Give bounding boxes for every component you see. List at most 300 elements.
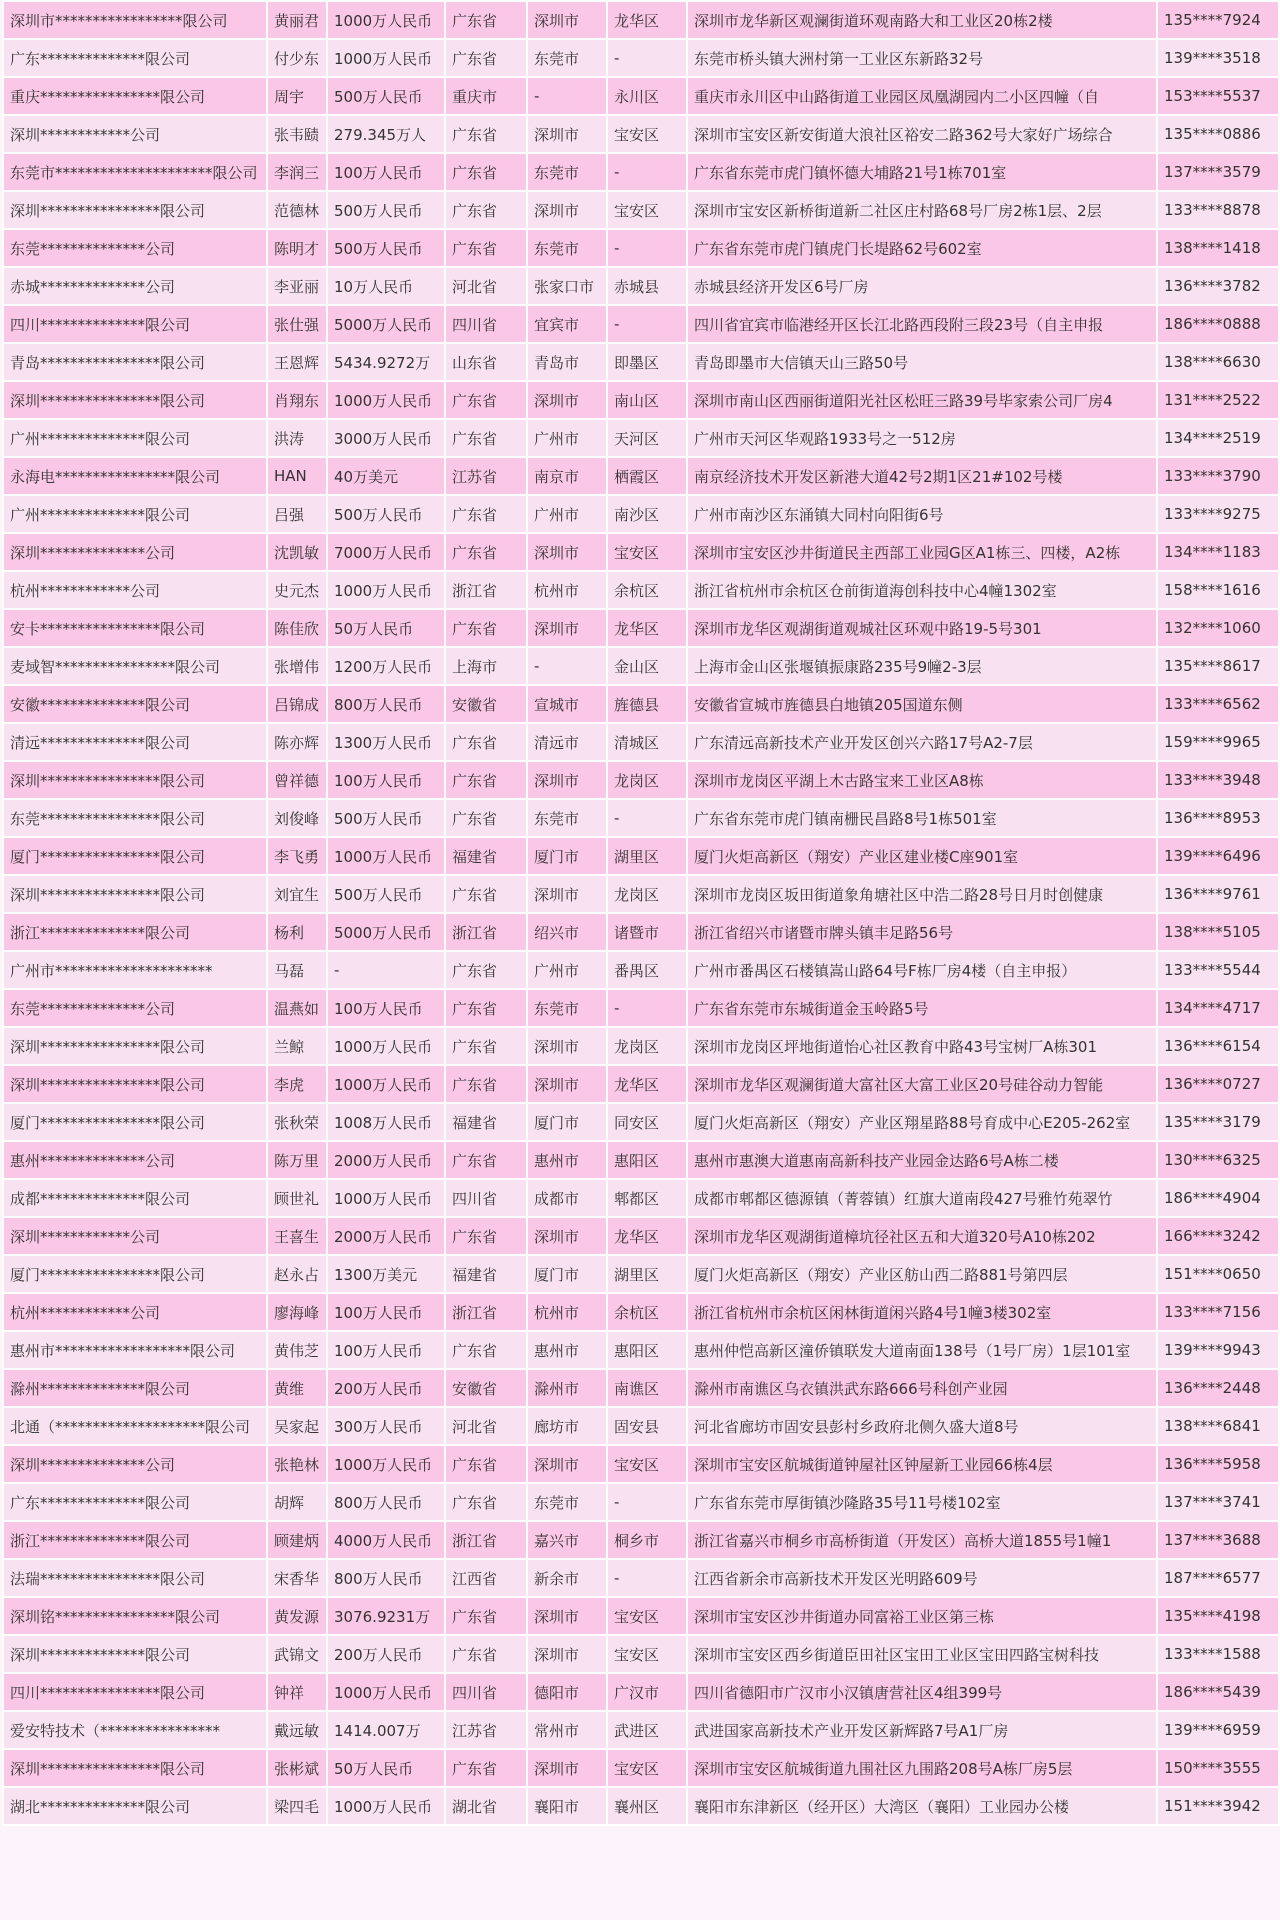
province-cell: 广东省 xyxy=(445,115,527,153)
address-cell: 深圳市宝安区航城街道钟屋社区钟屋新工业园66栋4层 xyxy=(687,1445,1157,1483)
legal-person-cell: 兰鲸 xyxy=(267,1027,327,1065)
legal-person-cell: 肖翔东 xyxy=(267,381,327,419)
legal-person-cell: 张韦赜 xyxy=(267,115,327,153)
table-row xyxy=(3,39,1279,77)
district-cell: 南山区 xyxy=(607,381,687,419)
registered-capital-cell: 3000万人民币 xyxy=(327,419,445,457)
registered-capital-cell: 1414.007万 xyxy=(327,1711,445,1749)
registered-capital-cell: 2000万人民币 xyxy=(327,1141,445,1179)
company-name-cell: 青岛****************限公司 xyxy=(3,343,267,381)
province-cell: 浙江省 xyxy=(445,571,527,609)
province-cell: 广东省 xyxy=(445,533,527,571)
legal-person-cell: 杨利 xyxy=(267,913,327,951)
legal-person-cell: 黄发源 xyxy=(267,1597,327,1635)
address-cell: 广州市番禺区石楼镇嵩山路64号F栋厂房4楼（自主申报） xyxy=(687,951,1157,989)
company-name-cell: 东莞市*********************限公司 xyxy=(3,153,267,191)
phone-cell: 134****2519 xyxy=(1157,419,1279,457)
registered-capital-cell: 200万人民币 xyxy=(327,1635,445,1673)
registered-capital-cell: 100万人民币 xyxy=(327,761,445,799)
company-name-cell: 深圳****************限公司 xyxy=(3,381,267,419)
district-cell: 栖霞区 xyxy=(607,457,687,495)
registered-capital-cell: 40万美元 xyxy=(327,457,445,495)
district-cell: - xyxy=(607,153,687,191)
district-cell: - xyxy=(607,1483,687,1521)
district-cell: 广汉市 xyxy=(607,1673,687,1711)
city-cell: 深圳市 xyxy=(527,1445,607,1483)
district-cell: 永川区 xyxy=(607,77,687,115)
registered-capital-cell: 1000万人民币 xyxy=(327,1027,445,1065)
table-row xyxy=(3,951,1279,989)
legal-person-cell: 武锦文 xyxy=(267,1635,327,1673)
legal-person-cell: 李飞勇 xyxy=(267,837,327,875)
legal-person-cell: 吕锦成 xyxy=(267,685,327,723)
legal-person-cell: 李虎 xyxy=(267,1065,327,1103)
address-cell: 浙江省杭州市余杭区仓前街道海创科技中心4幢1302室 xyxy=(687,571,1157,609)
table-row xyxy=(3,115,1279,153)
phone-cell: 158****1616 xyxy=(1157,571,1279,609)
city-cell: 德阳市 xyxy=(527,1673,607,1711)
province-cell: 四川省 xyxy=(445,305,527,343)
district-cell: 龙华区 xyxy=(607,1,687,39)
company-name-cell: 深圳**************公司 xyxy=(3,533,267,571)
city-cell: 惠州市 xyxy=(527,1331,607,1369)
district-cell: 诸暨市 xyxy=(607,913,687,951)
phone-cell: 133****7156 xyxy=(1157,1293,1279,1331)
province-cell: 广东省 xyxy=(445,989,527,1027)
address-cell: 四川省宜宾市临港经开区长江北路西段附三段23号（自主申报 xyxy=(687,305,1157,343)
phone-cell: 133****3948 xyxy=(1157,761,1279,799)
company-name-cell: 爱安特技术（**************** xyxy=(3,1711,267,1749)
legal-person-cell: 陈明才 xyxy=(267,229,327,267)
registered-capital-cell: 1000万人民币 xyxy=(327,1673,445,1711)
province-cell: 广东省 xyxy=(445,1065,527,1103)
registered-capital-cell: 279.345万人 xyxy=(327,115,445,153)
company-name-cell: 赤城**************公司 xyxy=(3,267,267,305)
table-row xyxy=(3,1445,1279,1483)
company-name-cell: 滁州**************限公司 xyxy=(3,1369,267,1407)
province-cell: 广东省 xyxy=(445,951,527,989)
city-cell: 东莞市 xyxy=(527,229,607,267)
legal-person-cell: 刘俊峰 xyxy=(267,799,327,837)
company-name-cell: 广东**************限公司 xyxy=(3,39,267,77)
registered-capital-cell: 50万人民币 xyxy=(327,1749,445,1787)
city-cell: 廊坊市 xyxy=(527,1407,607,1445)
province-cell: 重庆市 xyxy=(445,77,527,115)
district-cell: 武进区 xyxy=(607,1711,687,1749)
legal-person-cell: 吴家起 xyxy=(267,1407,327,1445)
city-cell: 广州市 xyxy=(527,419,607,457)
address-cell: 厦门火炬高新区（翔安）产业区翔星路88号育成中心E205-262室 xyxy=(687,1103,1157,1141)
company-name-cell: 厦门****************限公司 xyxy=(3,837,267,875)
district-cell: 惠阳区 xyxy=(607,1141,687,1179)
registered-capital-cell: 1000万人民币 xyxy=(327,1065,445,1103)
table-row xyxy=(3,1407,1279,1445)
company-name-cell: 惠州市******************限公司 xyxy=(3,1331,267,1369)
phone-cell: 136****2448 xyxy=(1157,1369,1279,1407)
district-cell: 宝安区 xyxy=(607,1749,687,1787)
address-cell: 襄阳市东津新区（经开区）大湾区（襄阳）工业园办公楼 xyxy=(687,1787,1157,1825)
city-cell: 深圳市 xyxy=(527,1597,607,1635)
table-row xyxy=(3,1217,1279,1255)
district-cell: 襄州区 xyxy=(607,1787,687,1825)
province-cell: 广东省 xyxy=(445,1331,527,1369)
city-cell: 深圳市 xyxy=(527,1749,607,1787)
address-cell: 深圳市龙华区观澜街道大富社区大富工业区20号硅谷动力智能 xyxy=(687,1065,1157,1103)
company-name-cell: 深圳************公司 xyxy=(3,115,267,153)
city-cell: 南京市 xyxy=(527,457,607,495)
address-cell: 广州市南沙区东涌镇大同村向阳街6号 xyxy=(687,495,1157,533)
phone-cell: 136****6154 xyxy=(1157,1027,1279,1065)
table-row xyxy=(3,1331,1279,1369)
phone-cell: 136****9761 xyxy=(1157,875,1279,913)
address-cell: 赤城县经济开发区6号厂房 xyxy=(687,267,1157,305)
legal-person-cell: 李润三 xyxy=(267,153,327,191)
district-cell: 湖里区 xyxy=(607,837,687,875)
company-name-cell: 深圳****************限公司 xyxy=(3,1027,267,1065)
phone-cell: 138****6630 xyxy=(1157,343,1279,381)
company-name-cell: 永海电****************限公司 xyxy=(3,457,267,495)
legal-person-cell: 王恩辉 xyxy=(267,343,327,381)
company-name-cell: 深圳****************限公司 xyxy=(3,1749,267,1787)
phone-cell: 133****5544 xyxy=(1157,951,1279,989)
phone-cell: 139****6959 xyxy=(1157,1711,1279,1749)
city-cell: 东莞市 xyxy=(527,1483,607,1521)
registered-capital-cell: 1000万人民币 xyxy=(327,1787,445,1825)
address-cell: 深圳市龙华新区观澜街道环观南路大和工业区20栋2楼 xyxy=(687,1,1157,39)
legal-person-cell: 陈亦辉 xyxy=(267,723,327,761)
province-cell: 浙江省 xyxy=(445,913,527,951)
district-cell: 湖里区 xyxy=(607,1255,687,1293)
registered-capital-cell: 1000万人民币 xyxy=(327,1,445,39)
registered-capital-cell: 1000万人民币 xyxy=(327,39,445,77)
province-cell: 广东省 xyxy=(445,39,527,77)
registered-capital-cell: 1000万人民币 xyxy=(327,1179,445,1217)
legal-person-cell: 付少东 xyxy=(267,39,327,77)
province-cell: 安徽省 xyxy=(445,1369,527,1407)
province-cell: 广东省 xyxy=(445,609,527,647)
table-row xyxy=(3,1179,1279,1217)
registered-capital-cell: 500万人民币 xyxy=(327,495,445,533)
district-cell: - xyxy=(607,989,687,1027)
address-cell: 武进国家高新技术产业开发区新辉路7号A1厂房 xyxy=(687,1711,1157,1749)
province-cell: 广东省 xyxy=(445,1749,527,1787)
city-cell: 广州市 xyxy=(527,495,607,533)
table-row xyxy=(3,343,1279,381)
city-cell: 广州市 xyxy=(527,951,607,989)
city-cell: 深圳市 xyxy=(527,1027,607,1065)
table-row xyxy=(3,875,1279,913)
address-cell: 深圳市龙岗区平湖上木古路宝来工业区A8栋 xyxy=(687,761,1157,799)
legal-person-cell: 黄丽君 xyxy=(267,1,327,39)
phone-cell: 186****5439 xyxy=(1157,1673,1279,1711)
district-cell: 宝安区 xyxy=(607,1597,687,1635)
registered-capital-cell: 500万人民币 xyxy=(327,875,445,913)
phone-cell: 133****6562 xyxy=(1157,685,1279,723)
province-cell: 河北省 xyxy=(445,267,527,305)
legal-person-cell: 张秋荣 xyxy=(267,1103,327,1141)
company-name-cell: 广州市********************* xyxy=(3,951,267,989)
registered-capital-cell: 4000万人民币 xyxy=(327,1521,445,1559)
table-row xyxy=(3,1293,1279,1331)
district-cell: - xyxy=(607,1559,687,1597)
address-cell: 深圳市南山区西丽街道阳光社区松旺三路39号毕家索公司厂房4 xyxy=(687,381,1157,419)
company-name-cell: 深圳铭****************限公司 xyxy=(3,1597,267,1635)
table-row xyxy=(3,77,1279,115)
company-name-cell: 深圳****************限公司 xyxy=(3,761,267,799)
city-cell: 惠州市 xyxy=(527,1141,607,1179)
district-cell: - xyxy=(607,799,687,837)
company-name-cell: 杭州************公司 xyxy=(3,1293,267,1331)
legal-person-cell: 黄伟芝 xyxy=(267,1331,327,1369)
province-cell: 广东省 xyxy=(445,1445,527,1483)
phone-cell: 186****0888 xyxy=(1157,305,1279,343)
table-row xyxy=(3,1521,1279,1559)
legal-person-cell: 马磊 xyxy=(267,951,327,989)
company-name-cell: 浙江**************限公司 xyxy=(3,1521,267,1559)
table-row xyxy=(3,647,1279,685)
address-cell: 深圳市龙华区观湖街道樟坑径社区五和大道320号A10栋202 xyxy=(687,1217,1157,1255)
city-cell: 厦门市 xyxy=(527,837,607,875)
province-cell: 江苏省 xyxy=(445,457,527,495)
address-cell: 深圳市宝安区航城街道九围社区九围路208号A栋厂房5层 xyxy=(687,1749,1157,1787)
table-row xyxy=(3,191,1279,229)
phone-cell: 133****8878 xyxy=(1157,191,1279,229)
city-cell: 宣城市 xyxy=(527,685,607,723)
city-cell: 深圳市 xyxy=(527,1,607,39)
legal-person-cell: 周宇 xyxy=(267,77,327,115)
company-name-cell: 深圳****************限公司 xyxy=(3,1065,267,1103)
address-cell: 东莞市桥头镇大洲村第一工业区东新路32号 xyxy=(687,39,1157,77)
city-cell: 常州市 xyxy=(527,1711,607,1749)
table-row xyxy=(3,913,1279,951)
province-cell: 广东省 xyxy=(445,153,527,191)
table-row xyxy=(3,457,1279,495)
city-cell: 深圳市 xyxy=(527,1217,607,1255)
phone-cell: 150****3555 xyxy=(1157,1749,1279,1787)
registered-capital-cell: 50万人民币 xyxy=(327,609,445,647)
province-cell: 河北省 xyxy=(445,1407,527,1445)
company-name-cell: 厦门****************限公司 xyxy=(3,1255,267,1293)
legal-person-cell: 张艳林 xyxy=(267,1445,327,1483)
legal-person-cell: 胡辉 xyxy=(267,1483,327,1521)
registered-capital-cell: 200万人民币 xyxy=(327,1369,445,1407)
district-cell: 清城区 xyxy=(607,723,687,761)
district-cell: 桐乡市 xyxy=(607,1521,687,1559)
company-name-cell: 广州**************限公司 xyxy=(3,419,267,457)
company-name-cell: 深圳**************公司 xyxy=(3,1445,267,1483)
company-name-cell: 麦域智****************限公司 xyxy=(3,647,267,685)
city-cell: 宜宾市 xyxy=(527,305,607,343)
district-cell: 龙华区 xyxy=(607,609,687,647)
address-cell: 深圳市宝安区西乡街道臣田社区宝田工业区宝田四路宝树科技 xyxy=(687,1635,1157,1673)
address-cell: 浙江省绍兴市诸暨市牌头镇丰足路56号 xyxy=(687,913,1157,951)
province-cell: 广东省 xyxy=(445,1635,527,1673)
legal-person-cell: 宋香华 xyxy=(267,1559,327,1597)
district-cell: 宝安区 xyxy=(607,533,687,571)
registered-capital-cell: 100万人民币 xyxy=(327,1293,445,1331)
province-cell: 广东省 xyxy=(445,1141,527,1179)
district-cell: 南谯区 xyxy=(607,1369,687,1407)
table-row xyxy=(3,153,1279,191)
phone-cell: 135****8617 xyxy=(1157,647,1279,685)
phone-cell: 136****3782 xyxy=(1157,267,1279,305)
company-name-cell: 杭州************公司 xyxy=(3,571,267,609)
address-cell: 深圳市龙岗区坂田街道象角塘社区中浩二路28号日月时创健康 xyxy=(687,875,1157,913)
company-name-cell: 北通（********************限公司 xyxy=(3,1407,267,1445)
company-name-cell: 东莞**************公司 xyxy=(3,989,267,1027)
phone-cell: 137****3741 xyxy=(1157,1483,1279,1521)
table-row xyxy=(3,1787,1279,1825)
phone-cell: 153****5537 xyxy=(1157,77,1279,115)
table-row xyxy=(3,229,1279,267)
district-cell: 郫都区 xyxy=(607,1179,687,1217)
city-cell: 深圳市 xyxy=(527,761,607,799)
table-row xyxy=(3,495,1279,533)
phone-cell: 135****4198 xyxy=(1157,1597,1279,1635)
phone-cell: 187****6577 xyxy=(1157,1559,1279,1597)
registered-capital-cell: 500万人民币 xyxy=(327,799,445,837)
company-name-cell: 浙江**************限公司 xyxy=(3,913,267,951)
province-cell: 广东省 xyxy=(445,723,527,761)
province-cell: 安徽省 xyxy=(445,685,527,723)
city-cell: - xyxy=(527,647,607,685)
table-row xyxy=(3,267,1279,305)
registered-capital-cell: 1300万人民币 xyxy=(327,723,445,761)
table-row xyxy=(3,1065,1279,1103)
legal-person-cell: 顾建炳 xyxy=(267,1521,327,1559)
address-cell: 滁州市南谯区乌衣镇洪武东路666号科创产业园 xyxy=(687,1369,1157,1407)
legal-person-cell: 廖海峰 xyxy=(267,1293,327,1331)
table-row xyxy=(3,1749,1279,1787)
address-cell: 深圳市宝安区沙井街道民主西部工业园G区A1栋三、四楼，A2栋 xyxy=(687,533,1157,571)
phone-cell: 136****0727 xyxy=(1157,1065,1279,1103)
province-cell: 福建省 xyxy=(445,837,527,875)
table-row xyxy=(3,609,1279,647)
address-cell: 浙江省杭州市余杭区闲林街道闲兴路4号1幢3楼302室 xyxy=(687,1293,1157,1331)
legal-person-cell: 陈佳欣 xyxy=(267,609,327,647)
city-cell: 新余市 xyxy=(527,1559,607,1597)
city-cell: 深圳市 xyxy=(527,875,607,913)
company-name-cell: 四川**************限公司 xyxy=(3,305,267,343)
district-cell: 宝安区 xyxy=(607,1635,687,1673)
address-cell: 广东省东莞市虎门镇怀德大埔路21号1栋701室 xyxy=(687,153,1157,191)
phone-cell: 137****3688 xyxy=(1157,1521,1279,1559)
address-cell: 广东省东莞市虎门镇虎门长堤路62号602室 xyxy=(687,229,1157,267)
city-cell: 成都市 xyxy=(527,1179,607,1217)
table-row xyxy=(3,799,1279,837)
company-name-cell: 厦门****************限公司 xyxy=(3,1103,267,1141)
legal-person-cell: 张仕强 xyxy=(267,305,327,343)
province-cell: 广东省 xyxy=(445,495,527,533)
address-cell: 深圳市宝安区沙井街道办同富裕工业区第三栋 xyxy=(687,1597,1157,1635)
company-name-cell: 惠州**************公司 xyxy=(3,1141,267,1179)
registered-capital-cell: 7000万人民币 xyxy=(327,533,445,571)
address-cell: 广东省东莞市东城街道金玉岭路5号 xyxy=(687,989,1157,1027)
company-name-cell: 安卡****************限公司 xyxy=(3,609,267,647)
company-name-cell: 广东**************限公司 xyxy=(3,1483,267,1521)
address-cell: 广东省东莞市厚街镇沙隆路35号11号楼102室 xyxy=(687,1483,1157,1521)
district-cell: - xyxy=(607,305,687,343)
address-cell: 深圳市宝安区新桥街道新二社区庄村路68号厂房2栋1层、2层 xyxy=(687,191,1157,229)
registered-capital-cell: 100万人民币 xyxy=(327,989,445,1027)
address-cell: 安徽省宣城市旌德县白地镇205国道东侧 xyxy=(687,685,1157,723)
city-cell: 绍兴市 xyxy=(527,913,607,951)
district-cell: 龙岗区 xyxy=(607,761,687,799)
table-row xyxy=(3,381,1279,419)
address-cell: 厦门火炬高新区（翔安）产业区舫山西二路881号第四层 xyxy=(687,1255,1157,1293)
district-cell: 宝安区 xyxy=(607,1445,687,1483)
legal-person-cell: 曾祥德 xyxy=(267,761,327,799)
city-cell: 张家口市 xyxy=(527,267,607,305)
province-cell: 广东省 xyxy=(445,381,527,419)
address-cell: 广东省东莞市虎门镇南栅民昌路8号1栋501室 xyxy=(687,799,1157,837)
district-cell: 同安区 xyxy=(607,1103,687,1141)
registered-capital-cell: 800万人民币 xyxy=(327,685,445,723)
registered-capital-cell: 10万人民币 xyxy=(327,267,445,305)
table-row xyxy=(3,1597,1279,1635)
district-cell: 旌德县 xyxy=(607,685,687,723)
company-name-cell: 深圳****************限公司 xyxy=(3,875,267,913)
registered-capital-cell: 1000万人民币 xyxy=(327,1445,445,1483)
table-row xyxy=(3,989,1279,1027)
company-name-cell: 法瑞****************限公司 xyxy=(3,1559,267,1597)
phone-cell: 135****3179 xyxy=(1157,1103,1279,1141)
table-row xyxy=(3,1483,1279,1521)
phone-cell: 137****3579 xyxy=(1157,153,1279,191)
district-cell: 龙岗区 xyxy=(607,875,687,913)
city-cell: 滁州市 xyxy=(527,1369,607,1407)
legal-person-cell: 陈万里 xyxy=(267,1141,327,1179)
district-cell: 南沙区 xyxy=(607,495,687,533)
city-cell: 青岛市 xyxy=(527,343,607,381)
registered-capital-cell: 5000万人民币 xyxy=(327,305,445,343)
district-cell: 宝安区 xyxy=(607,115,687,153)
legal-person-cell: 李亚丽 xyxy=(267,267,327,305)
phone-cell: 139****3518 xyxy=(1157,39,1279,77)
table-row xyxy=(3,837,1279,875)
address-cell: 南京经济技术开发区新港大道42号2期1区21#102号楼 xyxy=(687,457,1157,495)
company-name-cell: 安徽**************限公司 xyxy=(3,685,267,723)
legal-person-cell: 范德林 xyxy=(267,191,327,229)
city-cell: 深圳市 xyxy=(527,609,607,647)
table-row xyxy=(3,419,1279,457)
registered-capital-cell: 500万人民币 xyxy=(327,191,445,229)
company-table xyxy=(2,0,1280,1826)
phone-cell: 130****6325 xyxy=(1157,1141,1279,1179)
district-cell: 即墨区 xyxy=(607,343,687,381)
province-cell: 江西省 xyxy=(445,1559,527,1597)
city-cell: 杭州市 xyxy=(527,1293,607,1331)
legal-person-cell: HAN xyxy=(267,457,327,495)
district-cell: 龙岗区 xyxy=(607,1027,687,1065)
legal-person-cell: 梁四毛 xyxy=(267,1787,327,1825)
province-cell: 湖北省 xyxy=(445,1787,527,1825)
legal-person-cell: 史元杰 xyxy=(267,571,327,609)
province-cell: 广东省 xyxy=(445,1217,527,1255)
address-cell: 深圳市宝安区新安街道大浪社区裕安二路362号大家好广场综合 xyxy=(687,115,1157,153)
phone-cell: 136****5958 xyxy=(1157,1445,1279,1483)
address-cell: 成都市郫都区德源镇（菁蓉镇）红旗大道南段427号雅竹苑翠竹 xyxy=(687,1179,1157,1217)
registered-capital-cell: 800万人民币 xyxy=(327,1559,445,1597)
phone-cell: 133****9275 xyxy=(1157,495,1279,533)
table-row xyxy=(3,1369,1279,1407)
address-cell: 上海市金山区张堰镇振康路235号9幢2-3层 xyxy=(687,647,1157,685)
address-cell: 河北省廊坊市固安县彭村乡政府北侧久盛大道8号 xyxy=(687,1407,1157,1445)
phone-cell: 134****4717 xyxy=(1157,989,1279,1027)
city-cell: 深圳市 xyxy=(527,381,607,419)
registered-capital-cell: 5434.9272万 xyxy=(327,343,445,381)
company-name-cell: 深圳**************限公司 xyxy=(3,1635,267,1673)
